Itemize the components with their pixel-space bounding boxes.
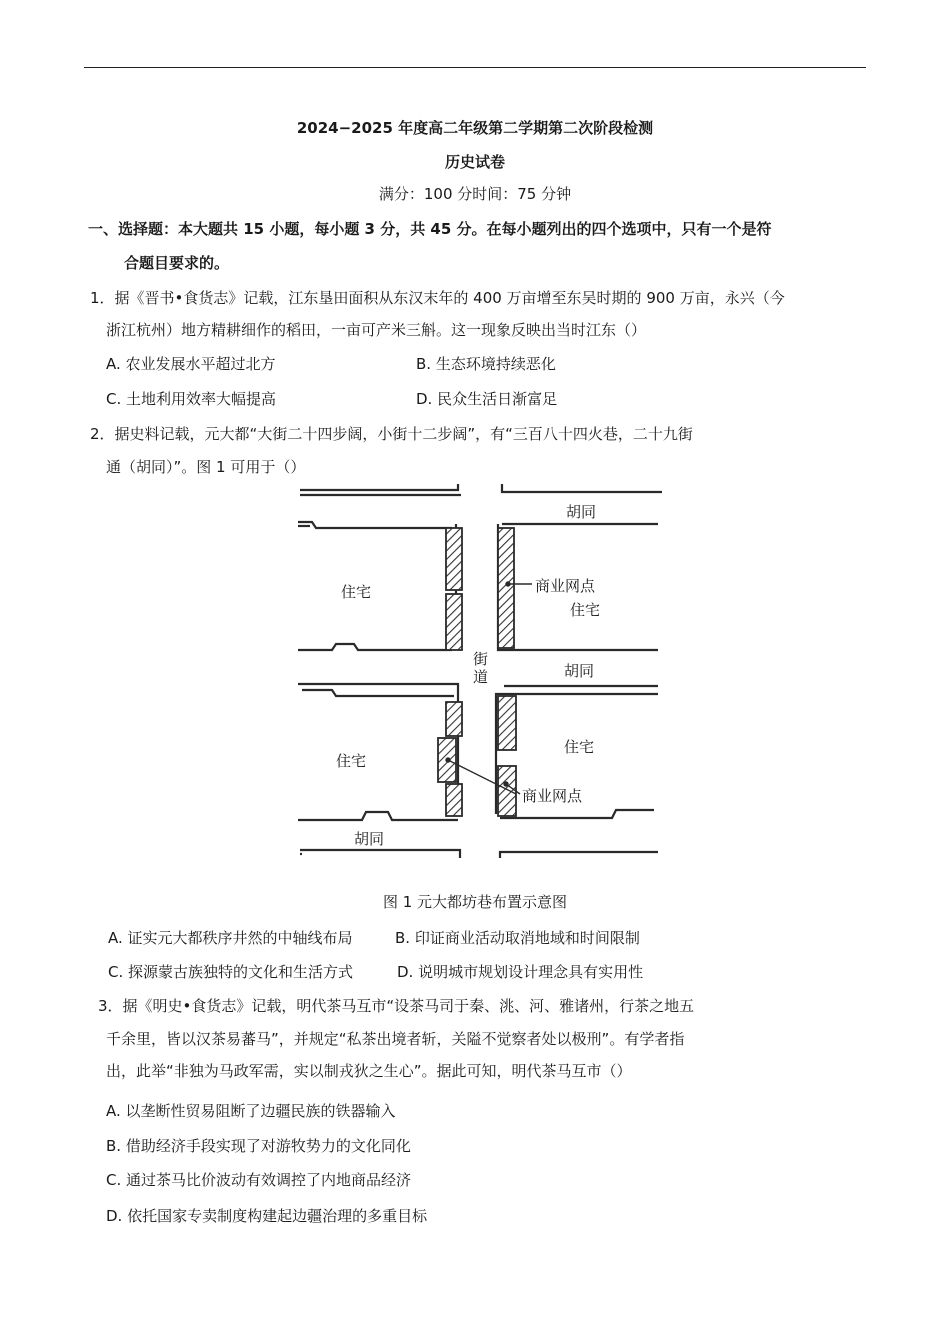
commerce-outlet-shop: [446, 594, 462, 650]
section-heading-line2: 合题目要求的。: [124, 254, 230, 272]
q1-option-a: A. 农业发展水平超过北方: [106, 355, 276, 373]
q3-stem-line2: 千余里，皆以汉茶易蕃马”，并规定“私茶出境者斩，关隘不觉察者处以极刑”。有学者指: [106, 1030, 685, 1048]
q1-option-b: B. 生态环境持续恶化: [416, 355, 556, 373]
commerce-outlet-shop: [446, 528, 462, 590]
street-label-char1: 街: [473, 650, 489, 668]
section-heading-line1: 一、选择题：本大题共 15 小题，每小题 3 分，共 45 分。在每小题列出的四个选项中，只有一个是符: [88, 220, 772, 238]
hutong-label-top: 胡同: [566, 503, 597, 521]
q2-stem-line1: 2．据史料记载，元大都“大街二十四步阔，小街十二步阔”，有“三百八十四火巷，二十九街: [90, 425, 693, 443]
commerce-outlet-shop: [446, 784, 462, 816]
q1-option-c: C. 土地利用效率大幅提高: [106, 390, 277, 408]
figure-labels: [336, 503, 600, 848]
commerce-outlet-shop: [446, 702, 462, 736]
q1-stem-line1: 1．据《晋书•食货志》记载，江东垦田面积从东汉末年的 400 万亩增至东吴时期的 900 万亩，永兴（今: [90, 289, 785, 307]
q3-stem-line3: 出，此举“非独为马政军需，实以制戎狄之生心”。据此可知，明代茶马互市（）: [106, 1062, 632, 1080]
commerce-outlet-shop: [498, 696, 516, 750]
q3-option-d: D. 依托国家专卖制度构建起边疆治理的多重目标: [106, 1207, 428, 1225]
yuan-dadu-layout-figure: [292, 484, 664, 866]
q1-stem-line2: 浙江杭州）地方精耕细作的稻田，一亩可产米三斛。这一现象反映出当时江东（）: [106, 321, 647, 339]
q3-stem-line1: 3．据《明史•食货志》记载，明代茶马互市“设茶马司于秦、洮、河、雅诸州，行茶之地五: [98, 997, 695, 1015]
q2-option-b: B. 印证商业活动取消地域和时间限制: [395, 929, 640, 947]
q3-option-b: B. 借助经济手段实现了对游牧势力的文化同化: [106, 1137, 411, 1155]
q3-option-a: A. 以垄断性贸易阻断了边疆民族的铁器输入: [106, 1102, 396, 1120]
commerce-outlet-shop: [498, 528, 514, 648]
exam-title: 2024−2025 年度高二年级第二学期第二次阶段检测: [296, 119, 654, 137]
residence-label-top-right: 住宅: [570, 601, 601, 619]
hutong-label-mid: 胡同: [564, 662, 595, 680]
hutong-label-bottom: 胡同: [354, 830, 385, 848]
commerce-label-top: 商业网点: [535, 577, 596, 595]
exam-subject: 历史试卷: [444, 153, 505, 171]
figure-caption: 图 1 元大都坊巷布置示意图: [382, 893, 568, 911]
residence-label-bottom-right: 住宅: [564, 738, 595, 756]
commerce-outlet-shop: [498, 766, 516, 816]
q2-option-d: D. 说明城市规划设计理念具有实用性: [397, 963, 644, 981]
residence-label-bottom-left: 住宅: [336, 752, 367, 770]
street-label-char2: 道: [473, 668, 489, 686]
q3-option-c: C. 通过茶马比价波动有效调控了内地商品经济: [106, 1171, 412, 1189]
q2-stem-line2: 通（胡同）”。图 1 可用于（）: [106, 458, 306, 476]
q2-option-a: A. 证实元大都秩序井然的中轴线布局: [108, 929, 353, 947]
residence-label-top-left: 住宅: [341, 583, 372, 601]
commerce-label-bottom: 商业网点: [522, 787, 583, 805]
q2-option-c: C. 探源蒙古族独特的文化和生活方式: [108, 963, 354, 981]
header-rule: [84, 67, 866, 68]
q1-option-d: D. 民众生活日渐富足: [416, 390, 558, 408]
exam-meta: 满分：100 分时间：75 分钟: [378, 185, 572, 203]
